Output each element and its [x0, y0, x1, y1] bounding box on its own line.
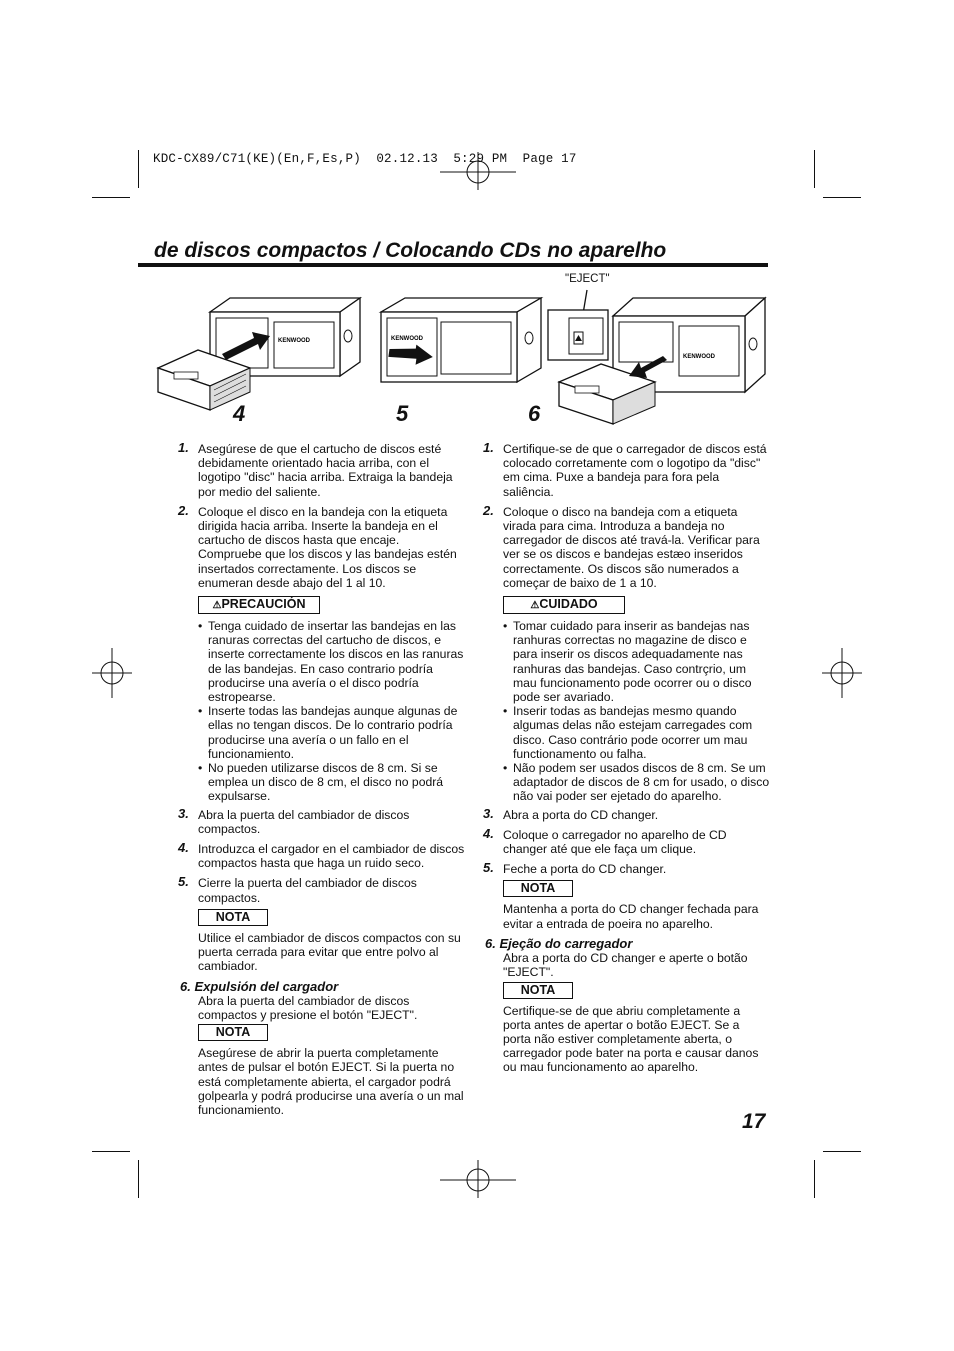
es-caution-item: • No pueden utilizarse discos de 8 cm. Si se emplea un disco de 8 cm, el disco no podrá expulsarse.	[198, 761, 465, 804]
es-caution-item: • Inserte todas las bandejas aunque algunas de ellas no tengan discos. De lo contrario podría producirse una avería o un fallo en el funcionamiento.	[198, 704, 465, 761]
es-caution-item: • Tenga cuidado de insertar las bandejas en las ranuras correctas del cartucho de discos, e inserte correctamente los discos en las ranuras de las bandejas. En caso contrario podría producirse una avería o el disco podría estropearse.	[198, 619, 465, 704]
pt-step-3: 3. Abra a porta do CD changer.	[483, 805, 659, 822]
es-caution-box: ⚠PRECAUCIÓN	[198, 596, 320, 614]
es-step-1: 1. Asegúrese de que el cartucho de discos esté debidamente orientado hacia arriba, con el logotipo "disc" hacia arriba. Extraiga la bandeja por medio del saliente.	[178, 440, 453, 499]
pt-note-text: Mantenha a porta do CD changer fechada para evitar a entrada de poeira no aparelho.	[503, 902, 759, 931]
pt-caution-item: • Não podem ser usados discos de 8 cm. Se um adaptador de discos de 8 cm for usado, o disco não vai poder ser ejetado do aparelho.	[503, 761, 770, 804]
eject-caption: "EJECT"	[565, 273, 610, 285]
svg-text:KENWOOD: KENWOOD	[391, 336, 423, 342]
crop-mark	[92, 1151, 130, 1152]
registration-mark-left	[92, 648, 132, 698]
registration-mark-right	[822, 648, 862, 698]
svg-text:KENWOOD: KENWOOD	[683, 354, 715, 360]
warning-icon: ⚠	[530, 600, 540, 612]
crop-mark	[138, 150, 139, 188]
figure-label-5: 5	[396, 401, 409, 426]
crop-mark	[814, 1160, 815, 1198]
crop-mark	[823, 197, 861, 198]
figure-step-6	[545, 286, 770, 426]
pt-note-box-2: NOTA	[503, 982, 573, 999]
svg-text:KENWOOD: KENWOOD	[278, 338, 310, 344]
pt-step-5: 5. Feche a porta do CD changer.	[483, 860, 667, 877]
figure-step-5	[375, 292, 545, 402]
figure-label-6: 6	[528, 401, 541, 426]
pt-caution-item: • Tomar cuidado para inserir as bandejas nas ranhuras correctas no magazine de disco e para inserir os discos adequadamente nas ranhuras das bandejas. Caso contrçrio, um mau funcionamento pode ocorrer ou o disco pode ser avariado.	[503, 619, 770, 704]
figure-label-4: 4	[233, 401, 246, 426]
pt-step-4: 4. Coloque o carregador no aparelho de CD changer até que ele faça um clique.	[483, 825, 727, 857]
pt-caution-box: ⚠CUIDADO	[503, 596, 625, 614]
es-step-3: 3. Abra la puerta del cambiador de discos compactos.	[178, 805, 410, 836]
es-step-2: 2. Coloque el disco en la bandeja con la etiqueta dirigida hacia arriba. Inserte la bandeja en el cartucho de discos hasta que encaje. Compruebe que los discos y las bandejas estén insertados correctamente. Los discos se enumeran desde abajo del 1 al 10.	[178, 502, 457, 590]
es-eject-text: Abra la puerta del cambiador de discos compactos y presione el botón "EJECT".	[198, 993, 418, 1022]
column-pt	[485, 442, 770, 1075]
pt-eject-heading: 6. Ejeção do carregador	[485, 935, 633, 951]
es-note-box-2: NOTA	[198, 1024, 268, 1041]
es-note-box: NOTA	[198, 909, 268, 926]
pt-eject-text: Abra a porta do CD changer e aperte o botão "EJECT".	[503, 951, 748, 980]
pt-caution-item: • Inserir todas as bandejas mesmo quando algumas delas não estejam carregades com disco. Caso contrário pode ocorrer um mau functionamento ou falha.	[503, 704, 770, 761]
file-info-header: KDC-CX89/C71(KE)(En,F,Es,P) 02.12.13 5:29 PM Page 17	[153, 152, 577, 166]
crop-mark	[823, 1151, 861, 1152]
pt-step-1: 1. Certifique-se de que o carregador de discos está colocado corretamente com o logotipo da "disc" em cima. Puxe a bandeja para fora pela saliência.	[483, 440, 767, 499]
crop-mark	[814, 150, 815, 188]
es-step-4: 4. Introduzca el cargador en el cambiador de discos compactos hasta que haga un ruido seco.	[178, 840, 465, 871]
page-title: de discos compactos / Colocando CDs no aparelho	[154, 239, 667, 262]
page-number: 17	[742, 1110, 766, 1133]
warning-icon: ⚠	[212, 600, 222, 612]
es-note-text: Utilice el cambiador de discos compactos con su puerta cerrada para evitar que entre polvo al cambiador.	[198, 930, 461, 974]
pt-note-box: NOTA	[503, 880, 573, 897]
es-eject-heading: 6. Expulsión del cargador	[180, 978, 339, 994]
crop-mark	[92, 197, 130, 198]
crop-mark	[138, 1160, 139, 1198]
title-rule	[138, 263, 768, 267]
registration-mark-bottom	[438, 1160, 518, 1200]
figure-step-4	[150, 292, 370, 422]
pt-note-text-2: Certifique-se de que abriu completamente a porta antes de apertar o botão EJECT. Se a porta não estiver completamente aberta, o carregador pode bater na porta e causar danos ou mau funcionamento ao aparelho.	[503, 1003, 759, 1075]
pt-step-2: 2. Coloque o disco na bandeja com a etiqueta virada para cima. Introduza a bandeja no carregador de discos até travá-la. Verificar para ver se os discos e bandejas estæo inseridos correctamente. Os discos são numerados a começar de baixo de 1 a 10.	[483, 502, 760, 590]
es-step-5: 5. Cierre la puerta del cambiador de discos compactos.	[178, 874, 417, 905]
column-es	[180, 442, 465, 1117]
es-note-text-2: Asegúrese de abrir la puerta completamente antes de pulsar el botón EJECT. Si la puerta no está completamente abierta, el cargador podrá golpearla y podrá producirse una avería o un mal funcionamiento.	[198, 1046, 464, 1117]
